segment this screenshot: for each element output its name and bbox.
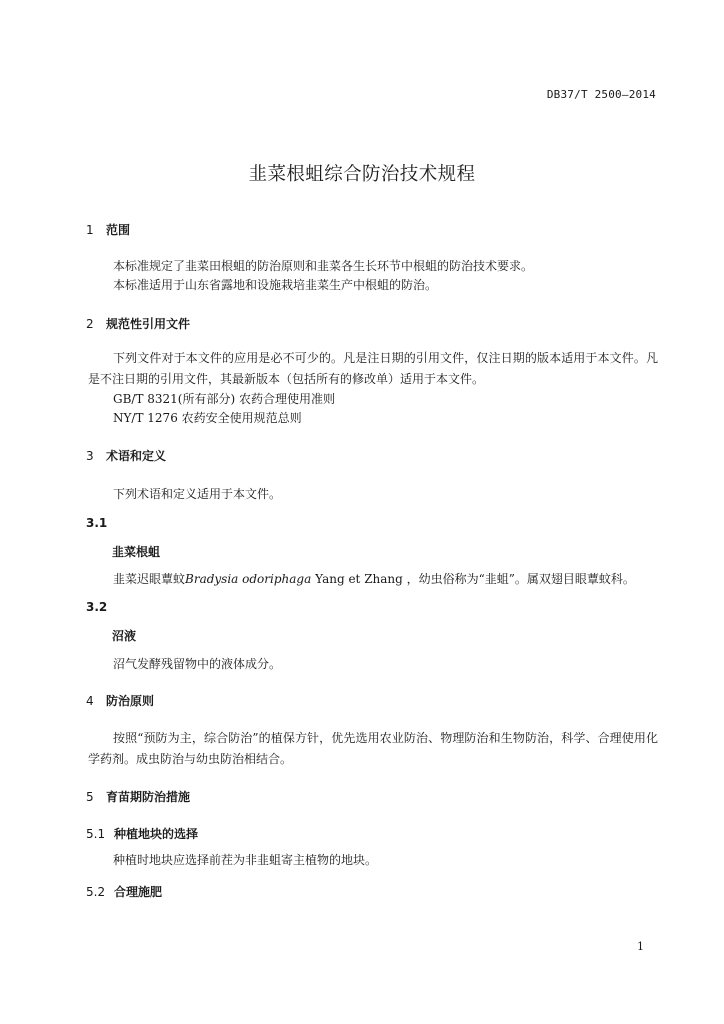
subsection-5-2-heading xyxy=(86,883,162,900)
term-3-1-name: 韭菜根蛆 xyxy=(112,545,161,559)
subsection-5-1-paragraph-1: 种植时地块应选择前茬为非韭蛆寄主植物的地块。 xyxy=(113,853,378,867)
term-3-2-definition: 沼气发酵残留物中的液体成分。 xyxy=(113,657,282,671)
section-3-heading xyxy=(86,447,166,464)
term-3-1-number: 3.1 xyxy=(86,516,108,530)
section-title: 规范性引用文件 xyxy=(106,317,191,331)
section-title: 术语和定义 xyxy=(106,449,167,463)
reference-1: GB/T 8321(所有部分) 农药合理使用准则 xyxy=(113,392,335,406)
term-3-2-name: 沼液 xyxy=(112,629,137,643)
section-number: 4 xyxy=(86,694,94,708)
section-4-paragraph-1: 按照“预防为主，综合防治”的植保方针，优先选用农业防治、物理防治和生物防治，科学、合理使用化学药剂。成虫防治与幼虫防治相结合。 xyxy=(88,731,658,766)
section-number: 1 xyxy=(86,223,94,237)
reference-2: NY/T 1276 农药安全使用规范总则 xyxy=(113,411,302,425)
subsection-5-1-heading xyxy=(86,825,198,842)
latin-name: Bradysia odoriphaga xyxy=(185,572,312,586)
subsection-title: 种植地块的选择 xyxy=(114,827,199,841)
section-2-paragraph-1: 下列文件对于本文件的应用是必不可少的。凡是注日期的引用文件，仅注日期的版本适用于本文件。凡是不注日期的引用文件，其最新版本（包括所有的修改单）适用于本文件。 xyxy=(88,351,658,386)
section-title: 范围 xyxy=(106,223,131,237)
document-title: 韭菜根蛆综合防治技术规程 xyxy=(248,164,476,185)
section-number: 3 xyxy=(86,449,94,463)
subsection-number: 5.2 xyxy=(86,885,106,899)
section-1-heading xyxy=(86,221,130,238)
definition-text: Yang et Zhang ，幼虫俗称为“韭蛆”。属双翅目眼蕈蚊科。 xyxy=(311,572,635,586)
section-1-paragraph-2: 本标准适用于山东省露地和设施栽培韭菜生产中根蛆的防治。 xyxy=(113,278,438,292)
subsection-number: 5.1 xyxy=(86,827,106,841)
section-title: 防治原则 xyxy=(106,694,155,708)
section-title: 育苗期防治措施 xyxy=(106,790,191,804)
page-number: 1 xyxy=(637,940,644,953)
section-4-heading xyxy=(86,692,154,709)
definition-text: 韭菜迟眼蕈蚊 xyxy=(113,572,186,586)
term-3-1-definition xyxy=(88,569,658,590)
section-number: 2 xyxy=(86,317,94,331)
section-2-heading xyxy=(86,315,190,332)
section-3-paragraph-1: 下列术语和定义适用于本文件。 xyxy=(113,487,282,501)
section-5-heading xyxy=(86,788,190,805)
section-1-paragraph-1: 本标准规定了韭菜田根蛆的防治原则和韭菜各生长环节中根蛆的防治技术要求。 xyxy=(113,259,534,273)
term-3-2-number: 3.2 xyxy=(86,600,108,614)
standard-number: DB37/T 2500—2014 xyxy=(546,88,656,101)
section-number: 5 xyxy=(86,790,94,804)
subsection-title: 合理施肥 xyxy=(114,885,163,899)
